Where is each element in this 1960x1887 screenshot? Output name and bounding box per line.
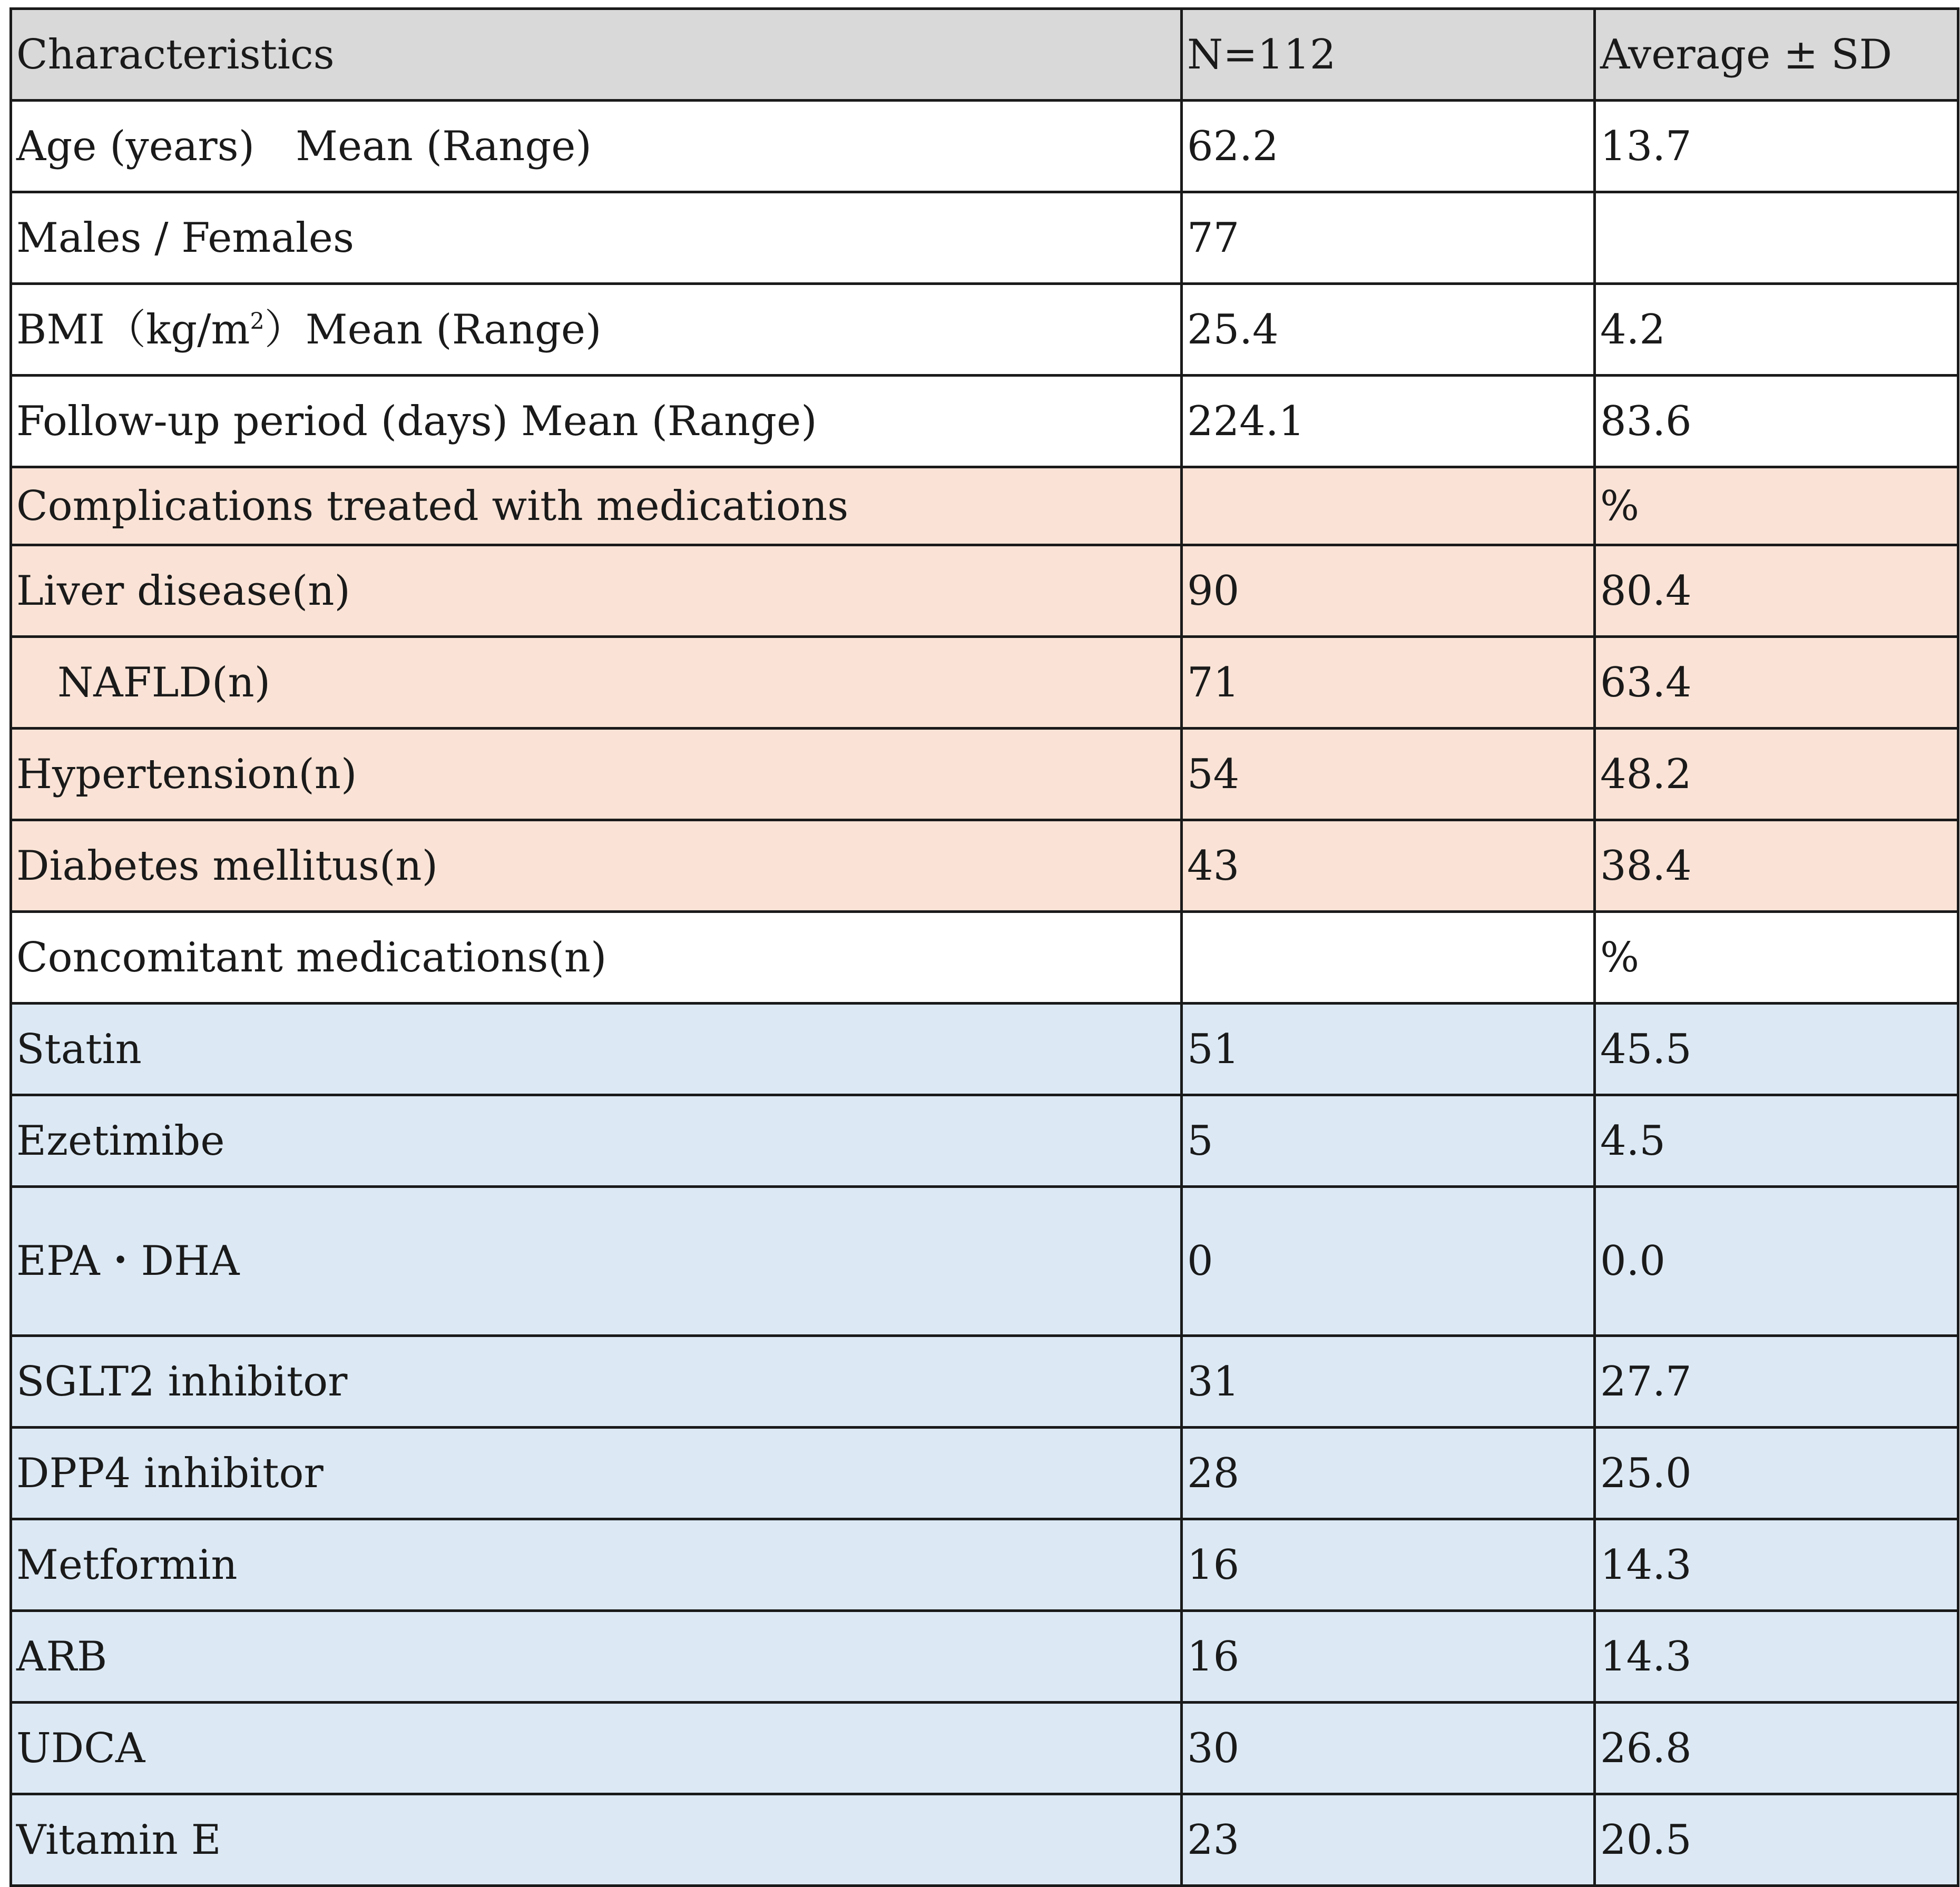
row-label: NAFLD(n) bbox=[11, 637, 1182, 729]
row-value: 13.7 bbox=[1595, 101, 1958, 192]
bmi-label-text: BMI（kg/m bbox=[16, 306, 250, 353]
table-row bbox=[11, 545, 1958, 637]
row-n bbox=[1182, 912, 1595, 1004]
row-label: EPA・DHA bbox=[11, 1187, 1182, 1336]
row-value: 25.0 bbox=[1595, 1428, 1958, 1519]
row-label: SGLT2 inhibitor bbox=[11, 1336, 1182, 1428]
row-label: UDCA bbox=[11, 1703, 1182, 1794]
row-label: Ezetimibe bbox=[11, 1095, 1182, 1187]
row-value: 4.2 bbox=[1595, 284, 1958, 376]
table-row bbox=[11, 192, 1958, 284]
table-row bbox=[11, 729, 1958, 820]
row-value bbox=[1595, 192, 1958, 284]
bmi-superscript: 2 bbox=[250, 308, 264, 335]
row-value: 26.8 bbox=[1595, 1703, 1958, 1794]
row-n: 43 bbox=[1182, 820, 1595, 912]
table-row bbox=[11, 637, 1958, 729]
table-row bbox=[11, 1004, 1958, 1095]
table-row bbox=[11, 284, 1958, 376]
header-characteristics: Characteristics bbox=[11, 9, 1182, 101]
row-value: 80.4 bbox=[1595, 545, 1958, 637]
characteristics-table bbox=[9, 7, 1959, 1887]
row-value: 48.2 bbox=[1595, 729, 1958, 820]
row-label: Diabetes mellitus(n) bbox=[11, 820, 1182, 912]
row-label: ARB bbox=[11, 1611, 1182, 1703]
row-value: 4.5 bbox=[1595, 1095, 1958, 1187]
row-value: % bbox=[1595, 912, 1958, 1004]
row-value: 0.0 bbox=[1595, 1187, 1958, 1336]
section-header-row bbox=[11, 467, 1958, 545]
row-label: Hypertension(n) bbox=[11, 729, 1182, 820]
row-n: 16 bbox=[1182, 1611, 1595, 1703]
table-row bbox=[11, 1428, 1958, 1519]
row-n: 77 bbox=[1182, 192, 1595, 284]
row-n: 25.4 bbox=[1182, 284, 1595, 376]
row-value: 45.5 bbox=[1595, 1004, 1958, 1095]
table-row bbox=[11, 1519, 1958, 1611]
row-value: % bbox=[1595, 467, 1958, 545]
header-average-sd: Average ± SD bbox=[1595, 9, 1958, 101]
table-row bbox=[11, 820, 1958, 912]
row-n: 30 bbox=[1182, 1703, 1595, 1794]
row-n: 62.2 bbox=[1182, 101, 1595, 192]
row-label: Metformin bbox=[11, 1519, 1182, 1611]
row-n: 51 bbox=[1182, 1004, 1595, 1095]
row-value: 38.4 bbox=[1595, 820, 1958, 912]
row-label: DPP4 inhibitor bbox=[11, 1428, 1182, 1519]
row-value: 20.5 bbox=[1595, 1794, 1958, 1886]
row-label: Concomitant medications(n) bbox=[11, 912, 1182, 1004]
row-n: 16 bbox=[1182, 1519, 1595, 1611]
table-row bbox=[11, 1336, 1958, 1428]
row-n: 23 bbox=[1182, 1794, 1595, 1886]
row-value: 14.3 bbox=[1595, 1611, 1958, 1703]
table-row bbox=[11, 1611, 1958, 1703]
row-n: 224.1 bbox=[1182, 376, 1595, 467]
row-value: 27.7 bbox=[1595, 1336, 1958, 1428]
row-n: 71 bbox=[1182, 637, 1595, 729]
row-value: 14.3 bbox=[1595, 1519, 1958, 1611]
row-label: Males / Females bbox=[11, 192, 1182, 284]
bmi-label-suffix: ）Mean (Range) bbox=[264, 306, 602, 353]
table-row bbox=[11, 376, 1958, 467]
table-row bbox=[11, 101, 1958, 192]
row-value: 83.6 bbox=[1595, 376, 1958, 467]
row-n bbox=[1182, 467, 1595, 545]
row-n: 54 bbox=[1182, 729, 1595, 820]
row-n: 0 bbox=[1182, 1187, 1595, 1336]
row-label: Follow-up period (days) Mean (Range) bbox=[11, 376, 1182, 467]
row-label: Complications treated with medications bbox=[11, 467, 1182, 545]
table-row bbox=[11, 1187, 1958, 1336]
row-n: 5 bbox=[1182, 1095, 1595, 1187]
table-row bbox=[11, 1794, 1958, 1886]
header-n: N=112 bbox=[1182, 9, 1595, 101]
table-row bbox=[11, 1095, 1958, 1187]
row-label bbox=[11, 284, 1182, 376]
row-value: 63.4 bbox=[1595, 637, 1958, 729]
row-n: 90 bbox=[1182, 545, 1595, 637]
table-row bbox=[11, 1703, 1958, 1794]
table-header-row bbox=[11, 9, 1958, 101]
row-label: Age (years) Mean (Range) bbox=[11, 101, 1182, 192]
section-header-row bbox=[11, 912, 1958, 1004]
row-n: 31 bbox=[1182, 1336, 1595, 1428]
row-n: 28 bbox=[1182, 1428, 1595, 1519]
row-label: Vitamin E bbox=[11, 1794, 1182, 1886]
row-label: Liver disease(n) bbox=[11, 545, 1182, 637]
row-label: Statin bbox=[11, 1004, 1182, 1095]
